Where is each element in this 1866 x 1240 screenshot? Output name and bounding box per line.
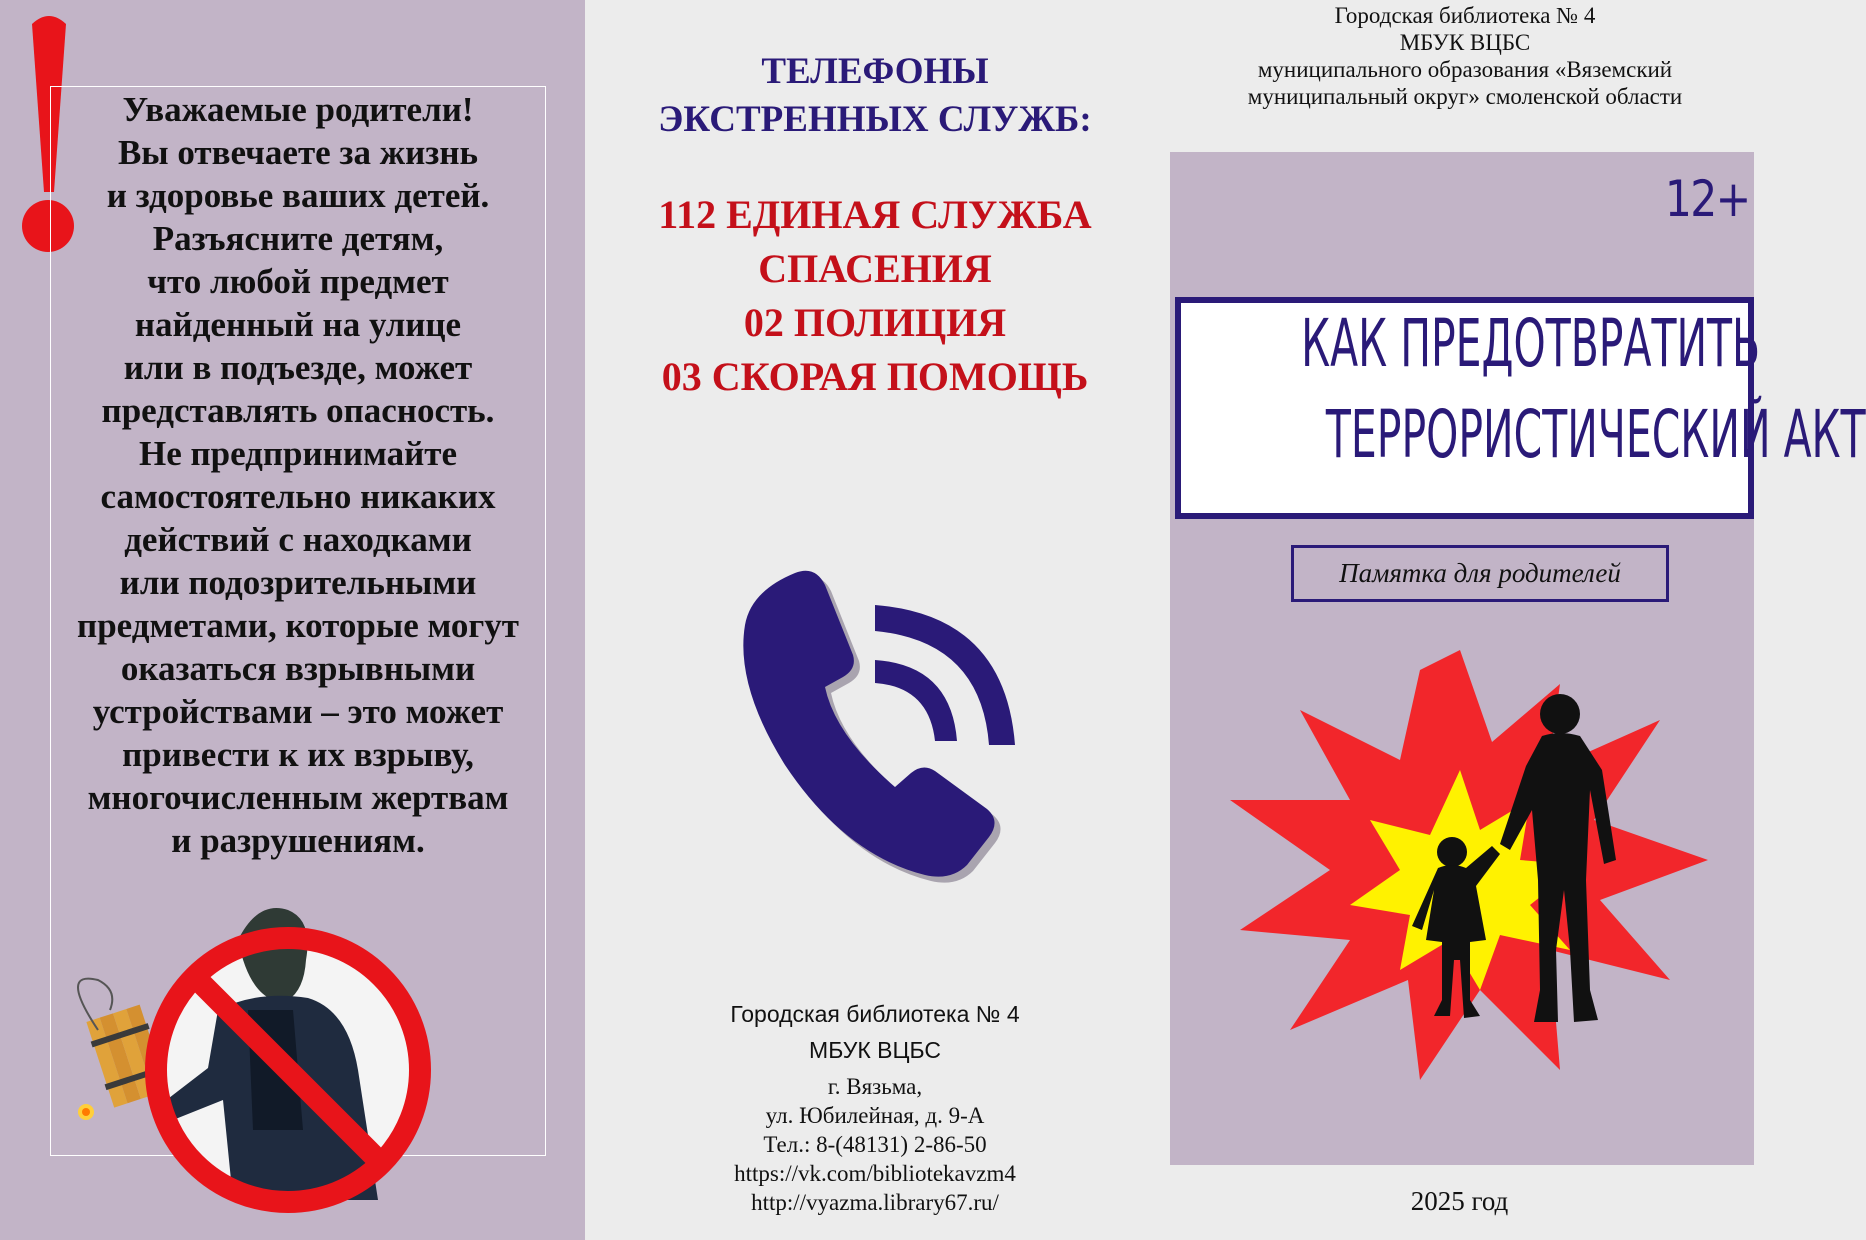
org-line: муниципального образования «Вяземский xyxy=(1257,57,1673,82)
library-name xyxy=(585,996,1165,1068)
library-contacts xyxy=(585,1072,1165,1217)
age-rating: 12+ xyxy=(1665,170,1750,228)
warning-line: Уважаемые родители! xyxy=(122,90,474,129)
right-panel xyxy=(1165,0,1866,1240)
service-line: 112 ЕДИНАЯ СЛУЖБА xyxy=(658,192,1092,237)
warning-line: многочисленным жертвам xyxy=(87,778,509,817)
title-line: ТЕРРОРИСТИЧЕСКИЙ АКТ xyxy=(1325,396,1866,473)
terrorist-prohibited-icon xyxy=(58,900,438,1200)
service-line: СПАСЕНИЯ xyxy=(758,246,992,291)
warning-line: Разъясните детям, xyxy=(152,219,444,258)
warning-line: действий с находками xyxy=(124,520,472,559)
org-line: МБУК ВЦБС xyxy=(1399,30,1531,55)
service-line: 03 СКОРАЯ ПОМОЩЬ xyxy=(661,354,1089,399)
heading-line: ЭКСТРЕННЫХ СЛУЖБ: xyxy=(658,99,1092,140)
warning-line: и разрушениям. xyxy=(171,821,425,860)
warning-line: представлять опасность. xyxy=(101,391,495,430)
year: 2025 год xyxy=(1410,1186,1509,1216)
service-line: 02 ПОЛИЦИЯ xyxy=(743,300,1007,345)
org-line: Городская библиотека № 4 xyxy=(1334,3,1596,28)
title-box xyxy=(1175,297,1866,519)
warning-line: предметами, которые могут xyxy=(77,606,519,645)
cover xyxy=(1170,152,1866,1165)
phone-number: Тел.: 8-(48131) 2-86-50 xyxy=(763,1132,987,1157)
parents-warning-text xyxy=(52,88,544,862)
warning-line: или в подъезде, может xyxy=(123,348,473,387)
warning-line: устройствами – это может xyxy=(92,692,504,731)
title-line: КАК ПРЕДОТВРАТИТЬ xyxy=(1301,305,1761,382)
heading-line: ТЕЛЕФОНЫ xyxy=(761,51,989,92)
address-street: ул. Юбилейная, д. 9-А xyxy=(765,1103,985,1128)
warning-line: что любой предмет xyxy=(147,262,449,301)
website-link[interactable]: http://vyazma.library67.ru/ xyxy=(751,1190,999,1215)
left-panel xyxy=(0,0,585,1240)
explosion-family-icon xyxy=(1230,650,1710,1080)
org-line: муниципальный округ» смоленской области xyxy=(1247,84,1683,109)
warning-line: Не предпринимайте xyxy=(138,434,458,473)
vk-link[interactable]: https://vk.com/bibliotekavzm4 xyxy=(734,1161,1016,1186)
warning-line: и здоровье ваших детей. xyxy=(106,176,490,215)
organization-header xyxy=(1205,2,1725,110)
library-line: Городская библиотека № 4 xyxy=(730,1001,1020,1027)
address-city: г. Вязьма, xyxy=(827,1074,923,1099)
phone-icon xyxy=(725,565,1025,895)
middle-panel xyxy=(585,0,1165,1240)
warning-line: найденный на улице xyxy=(134,305,462,344)
warning-line: самостоятельно никаких xyxy=(100,477,496,516)
warning-line: привести к их взрыву, xyxy=(122,735,474,774)
library-line: МБУК ВЦБС xyxy=(809,1037,941,1063)
emergency-heading xyxy=(585,48,1165,144)
warning-line: Вы отвечаете за жизнь xyxy=(117,133,479,172)
warning-line: или подозрительными xyxy=(119,563,477,602)
emergency-numbers xyxy=(585,188,1165,404)
warning-line: оказаться взрывными xyxy=(120,649,476,688)
subtitle-box: Памятка для родителей xyxy=(1291,545,1669,602)
